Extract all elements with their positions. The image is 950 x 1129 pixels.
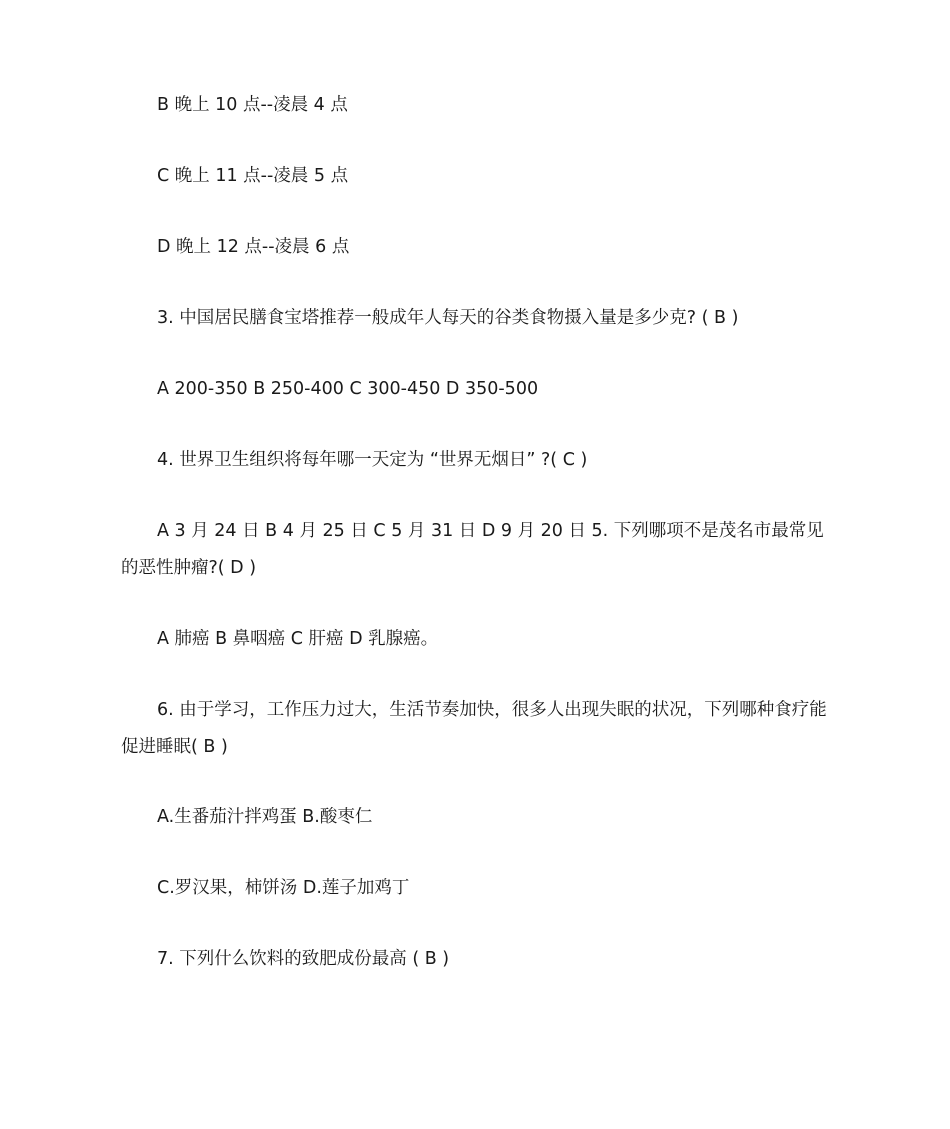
question-3: 3. 中国居民膳食宝塔推荐一般成年人每天的谷类食物摄入量是多少克? ( B ): [157, 308, 739, 328]
question-4-options-and-question-5: A 3 月 24 日 B 4 月 25 日 C 5 月 31 日 D 9 月 20 日 5. 下列哪项不是茂名市最常见的恶性肿瘤?( D ): [121, 521, 824, 578]
question-6-options-cd: C.罗汉果，柿饼汤 D.莲子加鸡丁: [157, 878, 410, 898]
question-3-options: A 200-350 B 250-400 C 300-450 D 350-500: [157, 379, 539, 399]
question-6-options-ab: A.生番茄汁拌鸡蛋 B.酸枣仁: [157, 807, 373, 827]
option-b-time: B 晚上 10 点--凌晨 4 点: [157, 95, 348, 115]
question-7: 7. 下列什么饮料的致肥成份最高 ( B ): [157, 949, 450, 969]
question-5-options: A 肺癌 B 鼻咽癌 C 肝癌 D 乳腺癌。: [157, 629, 439, 649]
question-6: 6. 由于学习，工作压力过大，生活节奏加快，很多人出现失眠的状况，下列哪种食疗能促进睡眠( B ): [121, 700, 827, 757]
option-d-time: D 晚上 12 点--凌晨 6 点: [157, 237, 350, 257]
question-4: 4. 世界卫生组织将每年哪一天定为 “世界无烟日” ?( C ): [157, 450, 588, 470]
option-c-time: C 晚上 11 点--凌晨 5 点: [157, 166, 349, 186]
